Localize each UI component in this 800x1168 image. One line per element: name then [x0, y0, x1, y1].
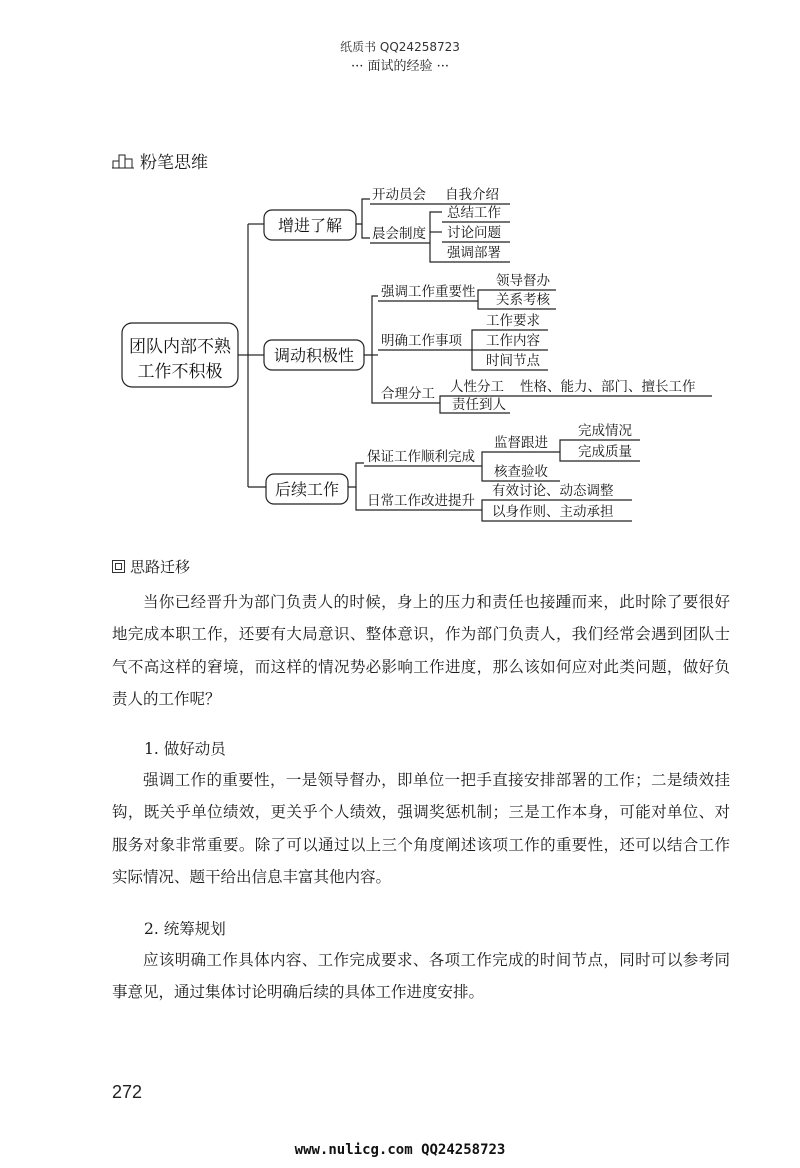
node-gongzuoneirong: 工作内容 [486, 333, 540, 349]
node-yishenzuoze: 以身作则、主动承担 [492, 504, 614, 520]
node-qiangdiao-zhongyaoxing: 强调工作重要性 [381, 284, 476, 300]
node-ziwojieshao: 自我介绍 [445, 187, 499, 203]
watermark-header: 纸质书 QQ24258723 [340, 40, 460, 54]
node-chenhuizhidu: 晨会制度 [372, 226, 426, 242]
node-mingque-shixiang: 明确工作事项 [381, 333, 462, 349]
page-number: 272 [112, 1082, 143, 1102]
node-lingdaodouban: 领导督办 [496, 273, 550, 289]
branch-label-2: 调动积极性 [273, 346, 355, 365]
running-title: ··· 面试的经验 ··· [350, 59, 450, 74]
node-helifengong: 合理分工 [381, 386, 435, 402]
node-richang-gaijin: 日常工作改进提升 [367, 493, 475, 509]
node-renxingfengong: 人性分工 [450, 379, 504, 395]
intro-paragraph: 当你已经晋升为部门负责人的时候，身上的压力和责任也接踵而来，此时除了要很好地完成本职工作，还要有大局意识、整体意识，作为部门负责人，我们经常会遇到团队士气不高这样的窘境，而这样的情况势必影响工作进度，那么该如何应对此类问题，做好负责人的工作呢？ [112, 593, 730, 708]
node-wanchengzhiliang: 完成质量 [578, 444, 632, 460]
root-node-line1: 团队内部不熟 [129, 337, 231, 357]
node-wanchengqingkuang: 完成情况 [578, 423, 632, 439]
node-jianduogenjin: 监督跟进 [494, 435, 548, 451]
item1-heading: 1. 做好动员 [144, 740, 226, 758]
item1-block [112, 764, 730, 893]
footer-watermark: www.nulicg.com QQ24258723 [294, 1142, 506, 1158]
node-shijianjiedian: 时间节点 [486, 353, 540, 369]
section-title: 粉笔思维 [140, 153, 208, 173]
square-bullet-icon [112, 560, 125, 573]
mind-map [0, 0, 800, 540]
node-zerendaoren: 责任到人 [452, 397, 506, 413]
node-zongjiegongzuo: 总结工作 [447, 205, 501, 221]
item1-paragraph: 强调工作的重要性，一是领导督办，即单位一把手直接安排部署的工作；二是绩效挂钩，既关乎单位绩效，更关乎个人绩效，强调奖惩机制；三是工作本身，可能对单位、对服务对象非常重要。除了可以通过以上三个角度阐述该项工作的重要性，还可以结合工作实际情况、题干给出信息丰富其他内容。 [112, 771, 730, 886]
root-node-line2: 工作不积极 [137, 362, 223, 382]
branch-label-1: 增进了解 [277, 216, 343, 235]
node-qiangdiaobushu: 强调部署 [447, 245, 501, 261]
node-kaidongyuanhui: 开动员会 [372, 187, 426, 203]
node-baozheng-wancheng: 保证工作顺利完成 [367, 449, 475, 465]
node-taolunwenti: 讨论问题 [447, 225, 501, 241]
intro-block [112, 586, 730, 715]
subsection-title: 思路迁移 [130, 558, 191, 576]
item2-paragraph: 应该明确工作具体内容、工作完成要求、各项工作完成的时间节点，同时可以参考同事意见，通过集体讨论明确后续的具体工作进度安排。 [112, 951, 730, 1002]
node-hechayanshou: 核查验收 [494, 464, 548, 480]
item2-block [112, 944, 730, 1009]
node-youxiaotaolun: 有效讨论、动态调整 [492, 483, 614, 499]
node-fengong-detail: 性格、能力、部门、擅长工作 [520, 379, 696, 395]
node-guanxikaohe: 关系考核 [496, 292, 550, 308]
item2-heading: 2. 统筹规划 [144, 920, 226, 938]
node-gongzuoyaoqiu: 工作要求 [486, 313, 540, 329]
branch-label-3: 后续工作 [274, 480, 340, 499]
subsection-heading [112, 556, 190, 577]
